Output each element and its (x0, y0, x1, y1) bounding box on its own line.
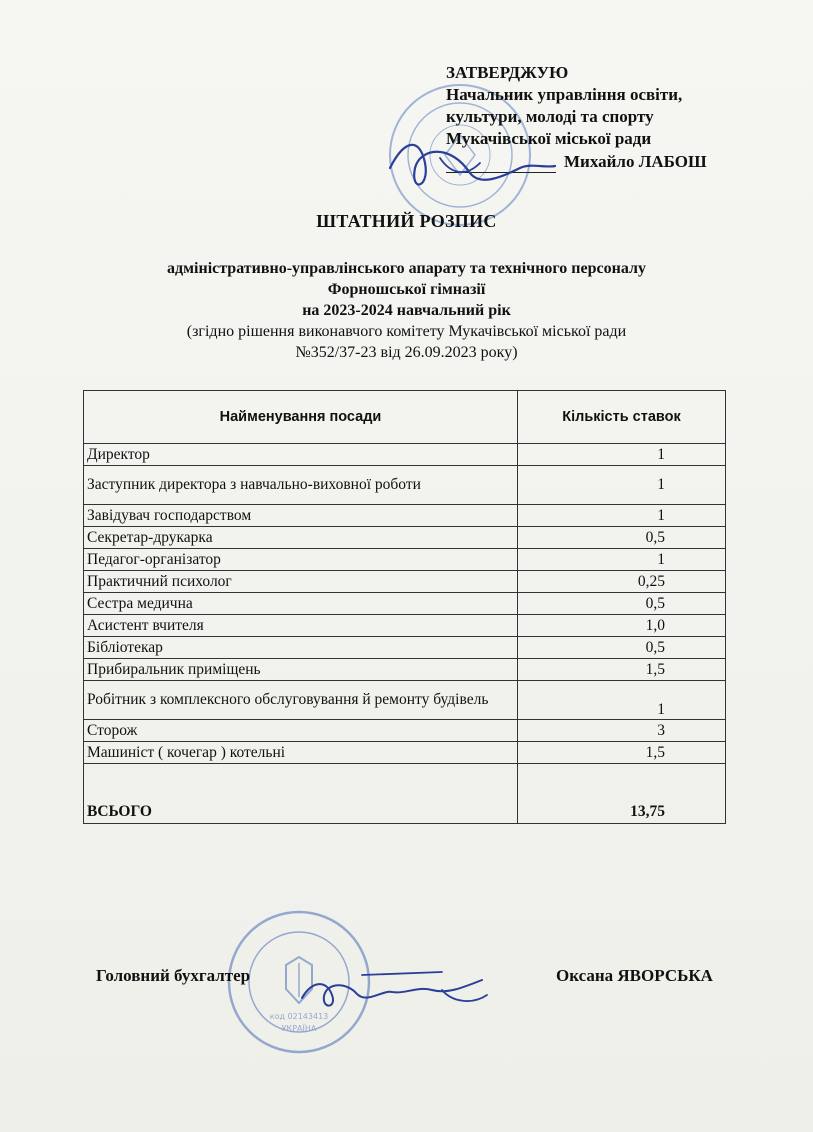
document-subtitle (0, 258, 813, 363)
count-cell: 0,5 (518, 527, 726, 549)
position-cell: Педагог-організатор (84, 549, 518, 571)
approval-position-line: Мукачівської міської ради (446, 129, 652, 148)
count-cell: 1,5 (518, 659, 726, 681)
approval-heading: ЗАТВЕРДЖУЮ (446, 63, 569, 82)
table-row (84, 742, 726, 764)
position-cell: Секретар-друкарка (84, 527, 518, 549)
table-row (84, 549, 726, 571)
count-cell: 3 (518, 720, 726, 742)
table-row (84, 720, 726, 742)
position-cell: Машиніст ( кочегар ) котельні (84, 742, 518, 764)
count-cell: 1,5 (518, 742, 726, 764)
total-label: ВСЬОГО (84, 764, 518, 824)
count-cell: 1 (518, 681, 726, 720)
subtitle-line: адміністративно-управлінського апарату та технічного персоналу (167, 260, 646, 277)
subtitle-line: (згідно рішення виконавчого комітету Мукачівської міської ради (186, 323, 627, 340)
table-row (84, 466, 726, 505)
table-row (84, 615, 726, 637)
count-cell: 1 (518, 549, 726, 571)
position-cell: Завідувач господарством (84, 505, 518, 527)
stamp-country: УКРАЇНА (281, 1024, 317, 1033)
position-cell: Заступник директора з навчально-виховної роботи (84, 466, 518, 505)
footer-name: Оксана ЯВОРСЬКА (556, 966, 713, 985)
approval-position-line: культури, молоді та спорту (446, 107, 654, 126)
position-cell: Прибиральник приміщень (84, 659, 518, 681)
approval-position-line: Начальник управління освіти, (446, 85, 683, 104)
position-cell: Сторож (84, 720, 518, 742)
position-cell: Робітник з комплексного обслуговування й ремонту будівель (84, 681, 518, 720)
document-title: ШТАТНИЙ РОЗПИС (316, 211, 497, 231)
position-cell: Практичний психолог (84, 571, 518, 593)
count-cell: 0,5 (518, 637, 726, 659)
count-cell: 0,5 (518, 593, 726, 615)
table-row (84, 571, 726, 593)
table-row (84, 527, 726, 549)
handwritten-signature-bottom (292, 960, 492, 1020)
column-header-position: Найменування посади (84, 391, 518, 444)
subtitle-line: на 2023-2024 навчальний рік (302, 302, 511, 319)
stamp-code: код 02143413 (269, 1012, 329, 1021)
position-cell: Директор (84, 444, 518, 466)
table-row (84, 444, 726, 466)
subtitle-line: №352/37-23 від 26.09.2023 року) (295, 344, 518, 361)
subtitle-line: Форношської гімназії (327, 281, 486, 298)
table-total-row (84, 764, 726, 824)
staff-table (83, 390, 726, 824)
footer-role: Головний бухгалтер (96, 966, 251, 985)
handwritten-signature-top (380, 128, 560, 198)
column-header-count: Кількість ставок (518, 391, 726, 444)
approval-signatory: Михайло ЛАБОШ (564, 152, 707, 171)
table-row (84, 505, 726, 527)
position-cell: Сестра медична (84, 593, 518, 615)
count-cell: 1 (518, 505, 726, 527)
position-cell: Асистент вчителя (84, 615, 518, 637)
table-header-row (84, 391, 726, 444)
count-cell: 1 (518, 466, 726, 505)
count-cell: 1,0 (518, 615, 726, 637)
position-cell: Бібліотекар (84, 637, 518, 659)
table-row (84, 681, 726, 720)
table-row (84, 593, 726, 615)
count-cell: 1 (518, 444, 726, 466)
count-cell: 0,25 (518, 571, 726, 593)
total-value: 13,75 (518, 764, 726, 824)
table-row (84, 659, 726, 681)
table-row (84, 637, 726, 659)
